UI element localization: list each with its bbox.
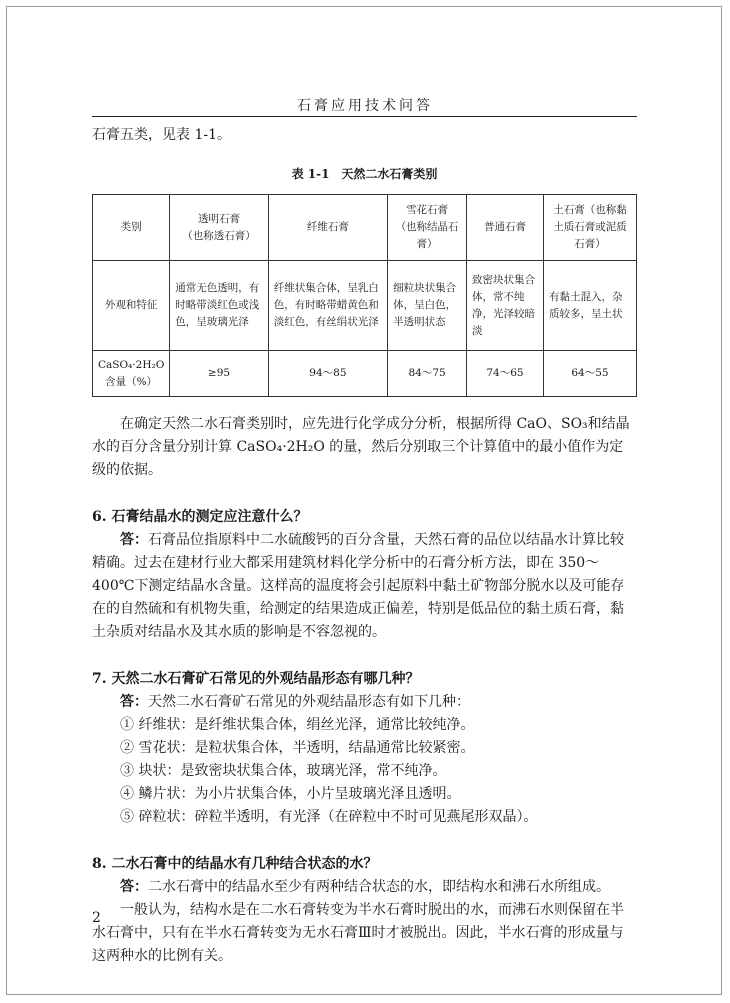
intro-line: 石膏五类，见表 1-1。 (92, 127, 231, 143)
table-row-appearance (93, 261, 637, 351)
gypsum-category-table (92, 194, 637, 397)
header-cell-common (467, 195, 544, 261)
question-6: 6. 石膏结晶水的测定应注意什么？ (92, 509, 308, 525)
table-header-row (93, 195, 637, 261)
header-alias: （也称结晶石膏） (395, 221, 459, 250)
page-number: 2 (92, 910, 101, 926)
list-item: ④ 鳞片状：为小片状集合体，小片呈玻璃光泽且透明。 (120, 786, 461, 802)
header-name: 雪花石膏 (406, 204, 449, 216)
paragraph-classification: 在确定天然二水石膏类别时，应先进行化学成分分析，根据所得 CaO、SO₃和结晶水的百分含量分别计算 CaSO₄·2H₂O 的量，然后分别取三个计算值中的最小值作为定级的依据。 (92, 416, 630, 478)
appearance-cell: 纤维状集合体，呈乳白色，有时略带蜡黄色和淡红色，有丝绢状光泽 (268, 261, 387, 351)
table-row-content (93, 351, 637, 397)
row-label-appearance: 外观和特征 (93, 261, 170, 351)
header-name: 透明石膏 (198, 212, 240, 225)
header-cell-transparent (170, 195, 268, 261)
header-label: 类别 (120, 221, 142, 233)
content-cell: 94～85 (268, 351, 387, 397)
row-label-unit: 含量（%） (105, 375, 158, 388)
content-cell: 84～75 (388, 351, 467, 397)
answer-8-extra: 一般认为，结构水是在二水石膏转变为半水石膏时脱出的水，而沸石水则保留在半水石膏中，只有在半水石膏转变为无水石膏Ⅲ时才被脱出。因此，半水石膏的形成量与这两种水的比例有关。 (92, 902, 624, 964)
list-item: ③ 块状：是致密块状集合体，玻璃光泽，常不纯净。 (120, 763, 447, 779)
answer-6 (92, 529, 637, 644)
row-label-formula: CaSO₄·2H₂O (98, 358, 165, 371)
answer-text: 二水石膏中的结晶水至少有两种结合状态的水，即结构水和沸石水所组成。 (148, 879, 610, 895)
appearance-cell: 细粒块状集合体，呈白色，半透明状态 (388, 261, 467, 351)
header-cell-earthy (544, 195, 637, 261)
question-8: 8. 二水石膏中的结晶水有几种结合状态的水？ (92, 856, 378, 872)
content-cell: 74～65 (467, 351, 544, 397)
answer-label: 答： (120, 532, 148, 548)
content-cell: ≥95 (170, 351, 268, 397)
header-cell-category (93, 195, 170, 261)
header-cell-fibrous (268, 195, 387, 261)
header-cell-alabaster (388, 195, 467, 261)
appearance-cell: 有黏土混入，杂质较多，呈土状 (544, 261, 637, 351)
question-7: 7. 天然二水石膏矿石常见的外观结晶形态有哪几种？ (92, 671, 420, 687)
running-header: 石膏应用技术问答 (297, 98, 433, 114)
answer-label: 答： (120, 694, 148, 710)
page-content (92, 124, 637, 968)
content-cell: 64～55 (544, 351, 637, 397)
header-alias: （也称透石膏） (182, 229, 256, 242)
answer-text: 天然二水石膏矿石常见的外观结晶形态有如下几种： (148, 694, 470, 710)
list-item: ⑤ 碎粒状：碎粒半透明，有光泽（在碎粒中不时可见燕尾形双晶）。 (120, 809, 538, 825)
row-label-content (93, 351, 170, 397)
header-name: 土石膏（也称黏土质石膏或泥质石膏） (553, 204, 627, 250)
header-name: 纤维石膏 (306, 221, 349, 233)
appearance-cell: 通常无色透明，有时略带淡红色或浅色，呈玻璃光泽 (170, 261, 268, 351)
header-name: 普通石膏 (484, 221, 526, 233)
table-caption: 表 1-1 天然二水石膏类别 (291, 167, 438, 181)
answer-label: 答： (120, 879, 148, 895)
appearance-cell: 致密块状集合体，常不纯净，光泽较暗淡 (467, 261, 544, 351)
answer-7 (92, 691, 637, 714)
list-item: ① 纤维状：是纤维状集合体，绢丝光泽，通常比较纯净。 (120, 717, 475, 733)
list-item: ② 雪花状：是粒状集合体，半透明，结晶通常比较紧密。 (120, 740, 475, 756)
header-rule (92, 116, 637, 117)
answer-8 (92, 876, 637, 899)
answer-text: 石膏品位指原料中二水硫酸钙的百分含量，天然石膏的品位以结晶水计算比较精确。过去在建材行业大都采用建筑材料化学分析中的石膏分析方法，即在 350～400℃下测定结晶水含量。这样高的温度将会引起原料中黏土矿物部分脱水以及可能存在的自然硫和有机物失重，给测定的结果造成正偏差，特别是低品位的黏土质石膏，黏土杂质对结晶水及其水质的影响是不容忽视的。 (92, 532, 625, 640)
